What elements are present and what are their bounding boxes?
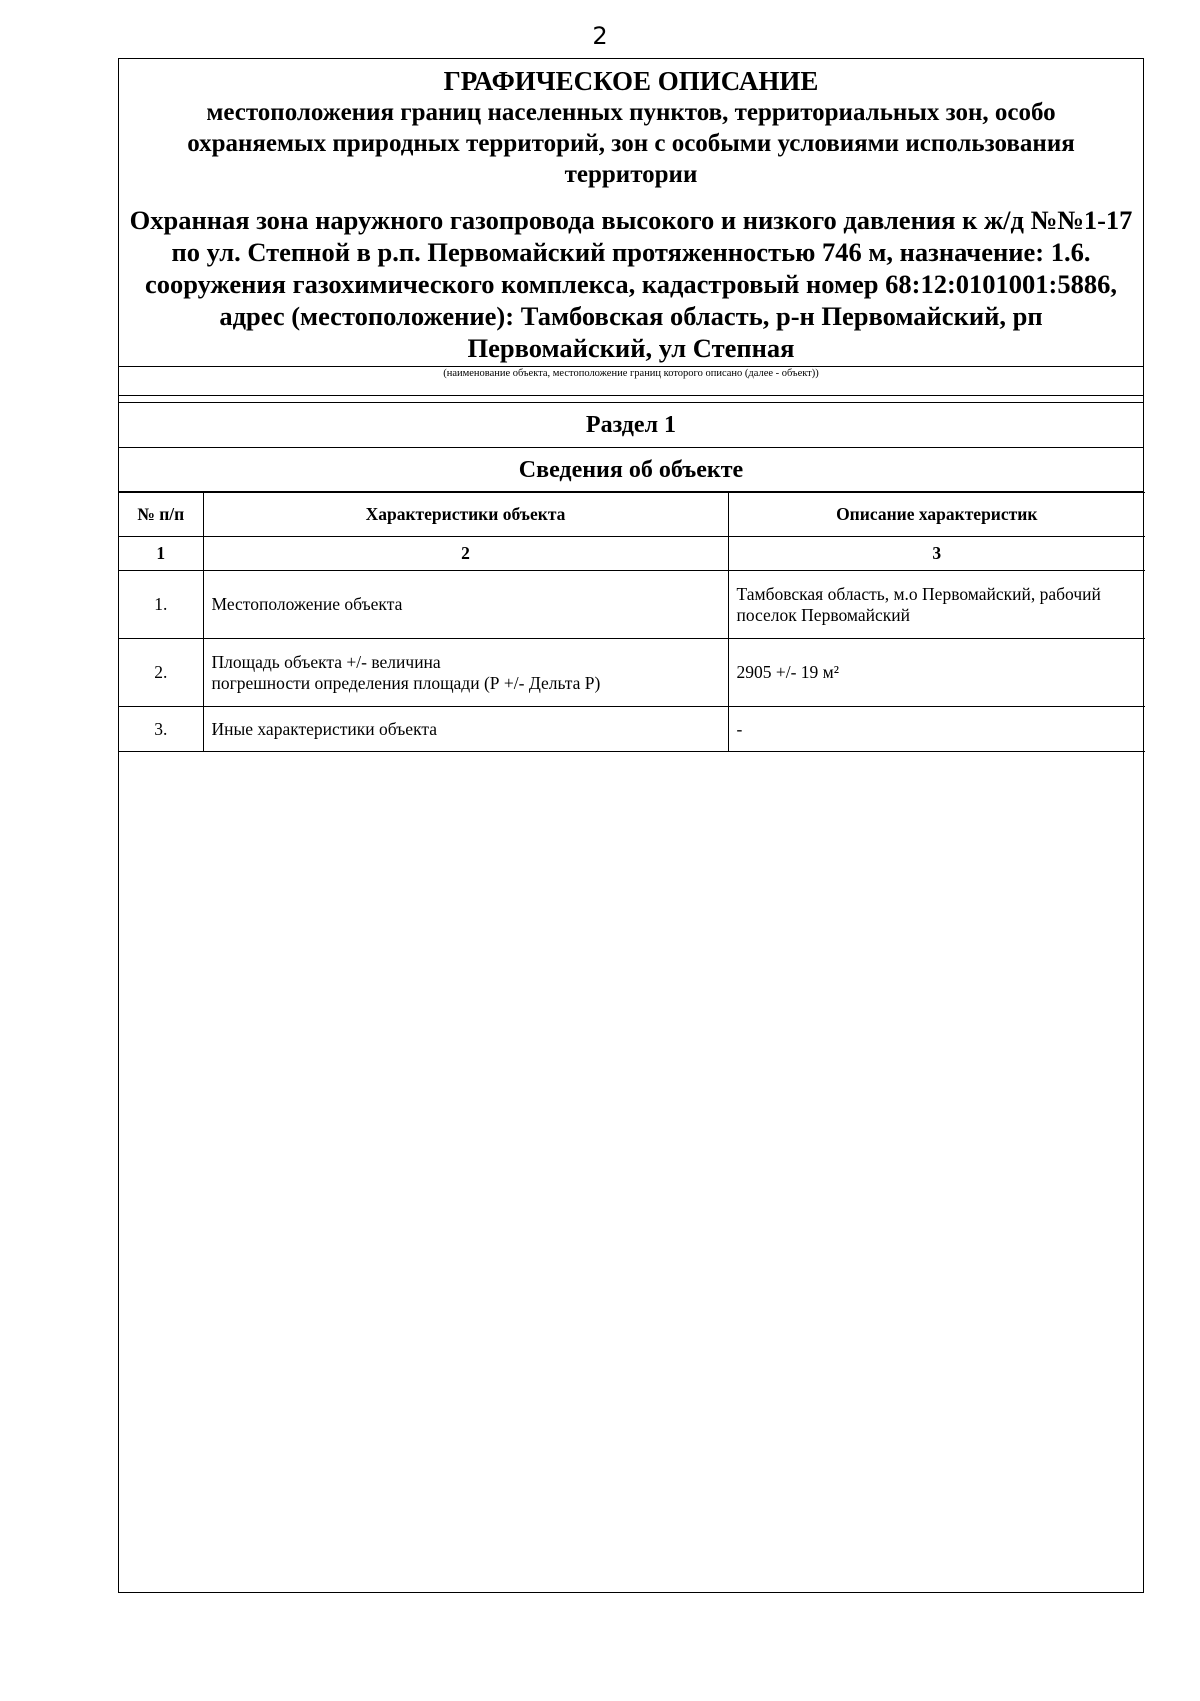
section-title: Раздел 1: [119, 402, 1143, 448]
table-header-row: [119, 493, 1145, 537]
row-characteristic: Местоположение объекта: [203, 571, 728, 639]
row-characteristic: Иные характеристики объекта: [203, 707, 728, 752]
table-row: [119, 571, 1145, 639]
document-header: [119, 59, 1143, 366]
info-title: Сведения об объекте: [119, 448, 1143, 492]
header-number: № п/п: [119, 493, 203, 537]
table-row: [119, 707, 1145, 752]
row-characteristic-line: погрешности определения площади (Р +/- Дельта Р): [211, 672, 601, 693]
index-col-2: 2: [203, 537, 728, 571]
object-name-caption-row: [119, 366, 1143, 396]
object-name: Охранная зона наружного газопровода высокого и низкого давления к ж/д №№1-17 по ул. Степной в р.п. Первомайский протяженностью 746 м, назначение: 1.6. сооружения газохимического комплекса, кадастровый номер 68:12:0101001:5886, адрес (местоположение): Тамбовская область, р-н Первомайский, рп Первомайский, ул Степная: [129, 205, 1133, 363]
table-row: [119, 639, 1145, 707]
row-description: -: [728, 707, 1145, 752]
object-properties-table: [119, 492, 1145, 752]
row-number: 1.: [119, 571, 203, 639]
document-frame: [118, 58, 1144, 1593]
index-col-1: 1: [119, 537, 203, 571]
row-description: 2905 +/- 19 м²: [728, 639, 1145, 707]
object-name-caption: (наименование объекта, местоположение границ которого описано (далее - объект)): [443, 368, 819, 379]
page-number: 2: [592, 22, 608, 50]
row-characteristic-line: Площадь объекта +/- величина: [211, 651, 441, 672]
row-number: 3.: [119, 707, 203, 752]
row-characteristic: [203, 639, 728, 707]
document-title: ГРАФИЧЕСКОЕ ОПИСАНИЕ: [443, 66, 819, 96]
row-description: Тамбовская область, м.о Первомайский, рабочий поселок Первомайский: [728, 571, 1145, 639]
header-characteristic: Характеристики объекта: [203, 493, 728, 537]
index-col-3: 3: [728, 537, 1145, 571]
table-index-row: [119, 537, 1145, 571]
document-subtitle: местоположения границ населенных пунктов, территориальных зон, особо охраняемых природных территорий, зон с особыми условиями использования территории: [187, 99, 1075, 188]
header-description: Описание характеристик: [728, 493, 1145, 537]
row-number: 2.: [119, 639, 203, 707]
